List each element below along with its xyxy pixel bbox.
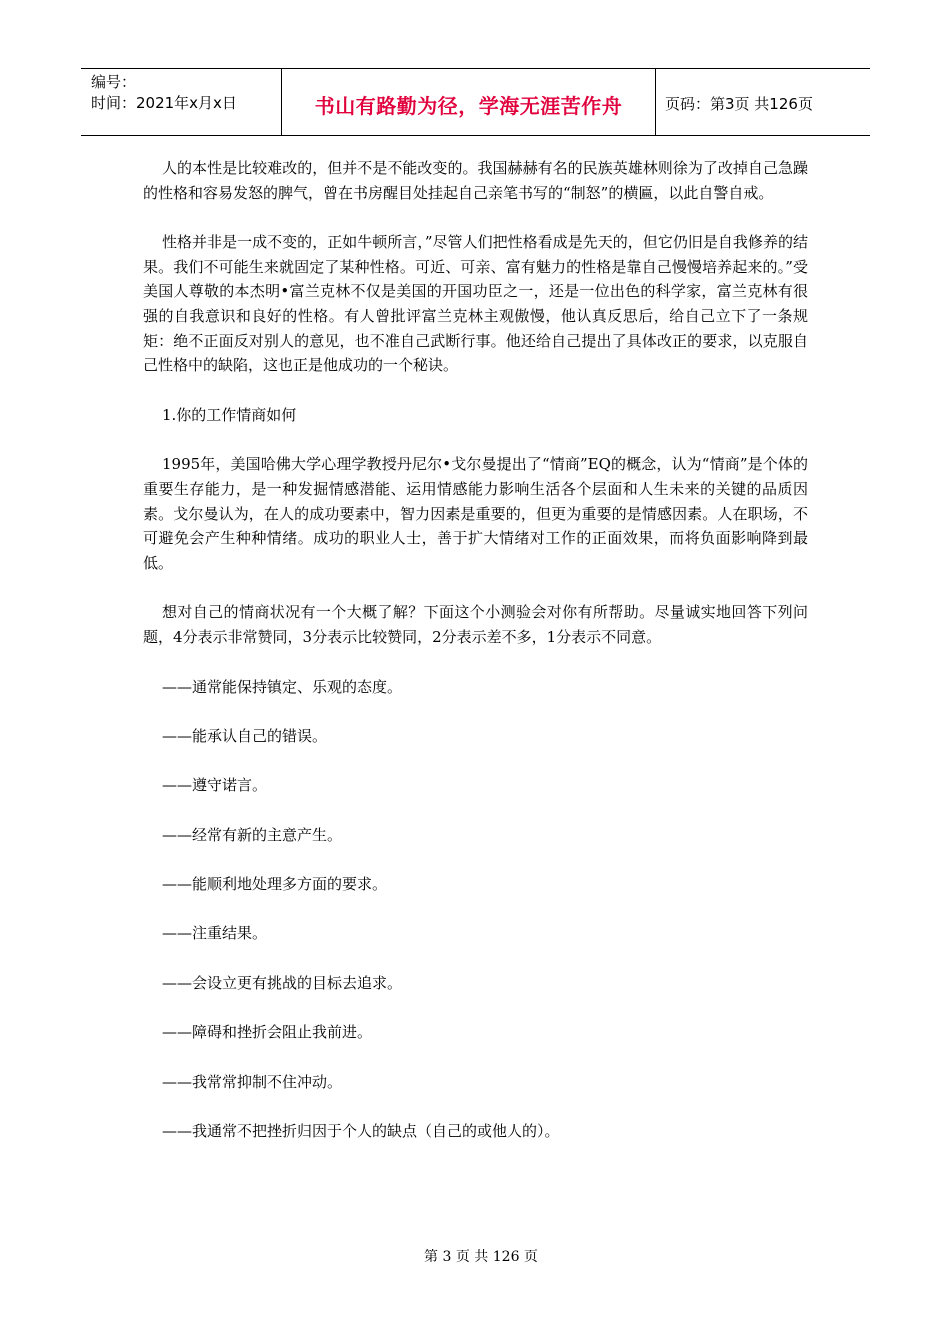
time-label: 时间：2021年x月x日: [91, 94, 237, 112]
question-item: ——我常常抑制不住冲动。: [162, 1072, 343, 1091]
question-item: ——遵守诺言。: [162, 776, 268, 795]
question-item: ——能顺利地处理多方面的要求。: [162, 875, 388, 894]
question-item: ——通常能保持镇定、乐观的态度。: [162, 677, 403, 696]
section-heading: 1.你的工作情商如何: [162, 405, 297, 424]
header-motto-cell: [282, 69, 656, 135]
document-body: [143, 156, 808, 1168]
header-meta-cell: [81, 69, 282, 135]
header-page-cell: [656, 69, 870, 135]
header-page-info: 页码：第3页 共126页: [665, 94, 813, 113]
body-paragraph: 人的本性是比较难改的，但并不是不能改变的。我国赫赫有名的民族英雄林则徐为了改掉自己急躁的性格和容易发怒的脾气，曾在书房醒目处挂起自己亲笔书写的“制怒”的横匾，以此自警自戒。: [143, 159, 808, 202]
question-item: ——障碍和挫折会阻止我前进。: [162, 1023, 373, 1042]
body-paragraph: 1995年，美国哈佛大学心理学教授丹尼尔•戈尔曼提出了“情商”EQ的概念，认为“情商”是个体的重要生存能力，是一种发掘情感潜能、运用情感能力影响生活各个层面和人生未来的关键的品质因素。戈尔曼认为，在人的成功要素中，智力因素是重要的，但更为重要的是情感因素。人在职场，不可避免会产生种种情绪。成功的职业人士，善于扩大情绪对工作的正面效果，而将负面影响降到最低。: [143, 455, 808, 572]
page-header: [81, 68, 870, 136]
motto-text: 书山有路勤为径，学海无涯苦作舟: [314, 93, 623, 118]
body-paragraph: 性格并非是一成不变的，正如牛顿所言，”尽管人们把性格看成是先天的，但它仍旧是自我修养的结果。我们不可能生来就固定了某种性格。可近、可亲、富有魅力的性格是靠自己慢慢培养起来的。”受美国人尊敬的本杰明•富兰克林不仅是美国的开国功臣之一，还是一位出色的科学家，富兰克林有很强的自我意识和良好的性格。有人曾批评富兰克林主观傲慢，他认真反思后，给自己立下了一条规矩：绝不正面反对别人的意见，也不准自己武断行事。他还给自己提出了具体改正的要求，以克服自己性格中的缺陷，这也正是他成功的一个秘诀。: [143, 233, 808, 375]
body-paragraph: 想对自己的情商状况有一个大概了解？下面这个小测验会对你有所帮助。尽量诚实地回答下列问题，4分表示非常赞同，3分表示比较赞同，2分表示差不多，1分表示不同意。: [143, 603, 808, 646]
question-item: ——会设立更有挑战的目标去追求。: [162, 973, 403, 992]
doc-number-label: 编号：: [91, 73, 137, 91]
question-item: ——注重结果。: [162, 924, 268, 943]
question-item: ——能承认自己的错误。: [162, 726, 328, 745]
footer-page-number: 第 3 页 共 126 页: [424, 1249, 538, 1265]
page-footer: [0, 1246, 950, 1266]
question-item: ——经常有新的主意产生。: [162, 825, 343, 844]
question-list: [143, 675, 808, 1144]
question-item: ——我通常不把挫折归因于个人的缺点（自己的或他人的）。: [162, 1122, 560, 1141]
